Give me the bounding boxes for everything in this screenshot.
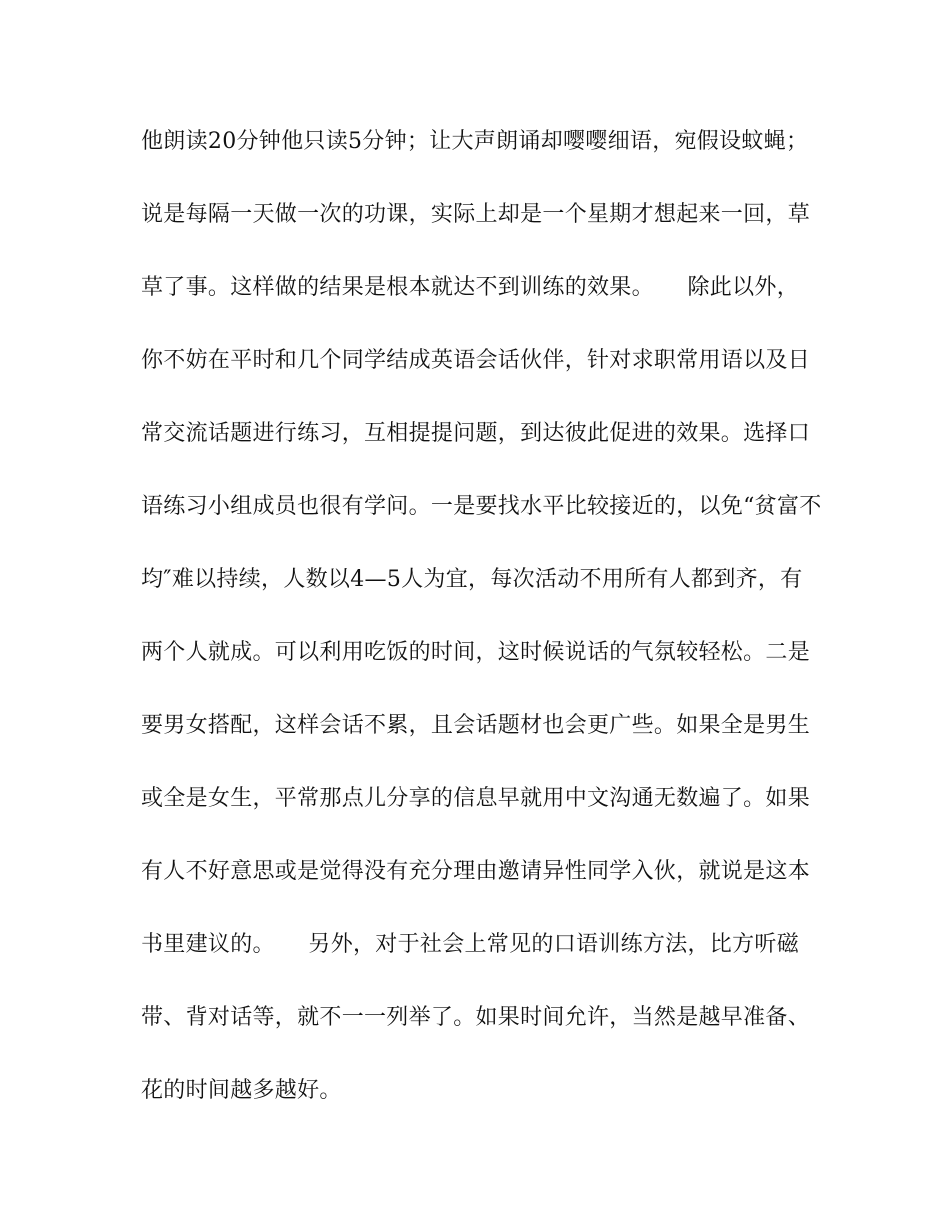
text-line: 均″难以持续，人数以4—5人为宜，每次活动不用所有人都到齐，有 (141, 567, 803, 592)
text-line: 你不妨在平时和几个同学结成英语会话伙伴，针对求职常用语以及日 (141, 348, 811, 373)
text-line: 有人不好意思或是觉得没有充分理由邀请异性同学入伙，就说是这本 (141, 859, 811, 884)
text-line: 语练习小组成员也很有学问。一是要找水平比较接近的，以免“贫富不 (141, 494, 822, 519)
text-line: 两个人就成。可以利用吃饭的时间，这时候说话的气氛较轻松。二是 (141, 640, 811, 665)
text-line: 或全是女生，平常那点儿分享的信息早就用中文沟通无数遍了。如果 (141, 786, 811, 811)
text-line: 草了事。这样做的结果是根本就达不到训练的效果。 除此以外， (141, 275, 800, 300)
text-line: 花的时间越多越好。 (141, 1078, 342, 1103)
text-line: 常交流话题进行练习，互相提提问题，到达彼此促进的效果。选择口 (141, 421, 811, 446)
text-line: 他朗读20分钟他只读5分钟；让大声朗诵却嘤嘤细语，宛假设蚊蝇； (141, 129, 809, 154)
text-line: 带、背对话等，就不一一列举了。如果时间允许，当然是越早准备、 (141, 1005, 811, 1030)
text-line: 要男女搭配，这样会话不累，且会话题材也会更广些。如果全是男生 (141, 713, 811, 738)
text-line: 说是每隔一天做一次的功课，实际上却是一个星期才想起来一回，草 (141, 202, 811, 227)
body-text (141, 120, 821, 1142)
text-line: 书里建议的。 另外，对于社会上常见的口语训练方法，比方听磁 (141, 932, 800, 957)
